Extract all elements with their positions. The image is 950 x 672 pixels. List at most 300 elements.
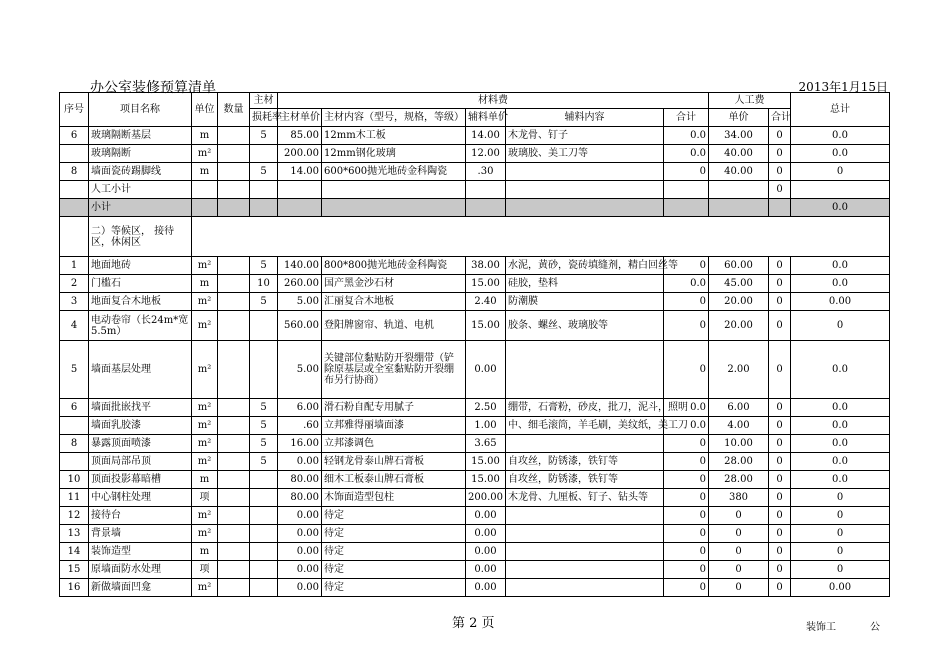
table-row (60, 275, 890, 293)
cell-sub (664, 181, 709, 199)
cell-ls: 0 (769, 145, 791, 163)
cell-ap: 14.00 (466, 127, 506, 145)
table-row (60, 435, 890, 453)
cell-unit: m (192, 127, 218, 145)
cell-mc: 12mm钢化玻璃 (322, 145, 466, 163)
cell-mc: 登阳牌窗帘、轨道、电机 (322, 311, 466, 341)
table-row (60, 257, 890, 275)
cell-loss (250, 181, 278, 199)
cell-lp: 380 (709, 489, 769, 507)
cell-seq: 1 (60, 257, 89, 275)
cell-ls: 0 (769, 489, 791, 507)
cell-ap: 0.00 (466, 543, 506, 561)
cell-unit: 项 (192, 489, 218, 507)
cell-mc: 12mm木工板 (322, 127, 466, 145)
table-row (60, 145, 890, 163)
cell-ap: 3.65 (466, 435, 506, 453)
section-label: 二）等候区， 接待区，休闲区 (89, 217, 192, 257)
cell-mp: 200.00 (278, 145, 322, 163)
cell-loss (250, 561, 278, 579)
cell-mc: 600*600抛光地砖金科陶瓷 (322, 163, 466, 181)
cell-sub: 0 (664, 311, 709, 341)
cell-seq: 3 (60, 293, 89, 311)
cell-ap: 38.00 (466, 257, 506, 275)
cell-ac (506, 525, 664, 543)
cell-loss (250, 543, 278, 561)
cell-ls: 0 (769, 471, 791, 489)
cell-ap: 0.00 (466, 579, 506, 597)
cell-mp: 80.00 (278, 471, 322, 489)
cell-ap: 0.00 (466, 341, 506, 399)
cell-unit: m (192, 543, 218, 561)
cell-qty (218, 525, 250, 543)
cell-tot (791, 181, 890, 199)
cell-qty (218, 181, 250, 199)
cell-ap (466, 181, 506, 199)
cell-unit: m² (192, 341, 218, 399)
table-row (60, 543, 890, 561)
cell-name: 中心钢柱处理 (89, 489, 192, 507)
cell-ac (506, 579, 664, 597)
cell-ap: 0.00 (466, 525, 506, 543)
cell-ac: 木龙骨、九厘板、钉子、钻头等 (506, 489, 664, 507)
cell-seq: 13 (60, 525, 89, 543)
cell-ap: 15.00 (466, 311, 506, 341)
cell-loss: 5 (250, 293, 278, 311)
cell-ac: 自攻丝，防锈漆，铁钉等 (506, 453, 664, 471)
cell-seq: 11 (60, 489, 89, 507)
cell-ap: 0.00 (466, 561, 506, 579)
header-aux-content: 辅料内容 (506, 109, 664, 127)
header-main-price: 主材单价 (278, 109, 322, 127)
cell-loss: 5 (250, 435, 278, 453)
cell-sub: 0.0 (664, 417, 709, 435)
cell-mc: 待定 (322, 561, 466, 579)
cell-tot: 0.0 (791, 257, 890, 275)
cell-sub: 0 (664, 435, 709, 453)
cell-ls: 0 (769, 453, 791, 471)
cell-qty (218, 507, 250, 525)
cell-lp: 45.00 (709, 275, 769, 293)
cell-mp: 85.00 (278, 127, 322, 145)
cell-name: 顶面局部吊顶 (89, 453, 192, 471)
cell-ap: 15.00 (466, 275, 506, 293)
cell-seq: 8 (60, 435, 89, 453)
header-loss-rate: 损耗率 (250, 109, 278, 127)
cell-seq (60, 145, 89, 163)
cell-ac (506, 561, 664, 579)
cell-seq: 6 (60, 127, 89, 145)
header-name: 项目名称 (89, 93, 192, 127)
cell-ac (506, 507, 664, 525)
cell-ls: 0 (769, 399, 791, 417)
cell-qty (218, 341, 250, 399)
cell-unit: m² (192, 525, 218, 543)
cell-mp: 16.00 (278, 435, 322, 453)
cell-unit: m² (192, 399, 218, 417)
cell-tot: 0.0 (791, 275, 890, 293)
cell-tot: 0.0 (791, 399, 890, 417)
cell-mc: 待定 (322, 543, 466, 561)
cell-seq: 10 (60, 471, 89, 489)
cell-name: 新做墙面凹龛 (89, 579, 192, 597)
header-main-material: 主材 (250, 93, 278, 109)
cell-tot: 0 (791, 311, 890, 341)
cell-sub: 0 (664, 579, 709, 597)
cell-mc: 立邦漆调色 (322, 435, 466, 453)
cell-mp: 0.00 (278, 543, 322, 561)
cell-ap: 2.50 (466, 399, 506, 417)
cell-loss: 5 (250, 127, 278, 145)
document-date: 2013年1月15日 (798, 80, 888, 94)
cell-lp: 20.00 (709, 293, 769, 311)
cell-loss (250, 471, 278, 489)
cell-name: 地面复合木地板 (89, 293, 192, 311)
cell-ls: 0 (769, 311, 791, 341)
header-unit: 单位 (192, 93, 218, 127)
cell-sub: 0.0 (664, 275, 709, 293)
cell-name: 门槛石 (89, 275, 192, 293)
cell-qty (218, 163, 250, 181)
cell-sub: 0.0 (664, 127, 709, 145)
cell-tot: 0.0 (791, 417, 890, 435)
cell-qty (218, 399, 250, 417)
cell-sub: 0 (664, 471, 709, 489)
cell-sub: 0 (664, 257, 709, 275)
cell-lp: 40.00 (709, 163, 769, 181)
cell-ac: 绷带，石膏粉，砂皮，批刀，泥斗，照明 (506, 399, 664, 417)
cell-mp: 140.00 (278, 257, 322, 275)
cell-ls: 0 (769, 293, 791, 311)
cell-mc: 立邦雅得丽墙面漆 (322, 417, 466, 435)
cell-unit: m² (192, 453, 218, 471)
cell-mc: 待定 (322, 525, 466, 543)
cell-tot: 0.00 (791, 293, 890, 311)
cell-qty (218, 543, 250, 561)
cell-tot: 0 (791, 543, 890, 561)
cell-ls: 0 (769, 275, 791, 293)
cell-name: 墙面瓷砖踢脚线 (89, 163, 192, 181)
cell-name: 背景墙 (89, 525, 192, 543)
cell-lp: 40.00 (709, 145, 769, 163)
cell-mp: 5.00 (278, 293, 322, 311)
cell-unit: m² (192, 293, 218, 311)
cell-mc: 木饰面造型包柱 (322, 489, 466, 507)
cell-loss: 5 (250, 257, 278, 275)
cell-qty (218, 145, 250, 163)
cell-mp: 0.00 (278, 561, 322, 579)
cell-mp: 0.00 (278, 525, 322, 543)
company-name: 装饰工 (806, 622, 836, 633)
cell-name: 墙面乳胶漆 (89, 417, 192, 435)
table-row (60, 525, 890, 543)
cell-ac (506, 163, 664, 181)
cell-mp (278, 181, 322, 199)
cell-tot: 0.0 (791, 127, 890, 145)
cell-ac (506, 543, 664, 561)
cell-loss: 5 (250, 417, 278, 435)
cell-loss: 5 (250, 163, 278, 181)
table-row (60, 163, 890, 181)
cell-lp: 28.00 (709, 471, 769, 489)
cell-ac: 玻璃胶、美工刀等 (506, 145, 664, 163)
cell-ac (506, 341, 664, 399)
cell-ls: 0 (769, 181, 791, 199)
cell-qty (218, 275, 250, 293)
cell-qty (218, 417, 250, 435)
cell-lp: 0 (709, 525, 769, 543)
cell-ls: 0 (769, 257, 791, 275)
table-row (60, 341, 890, 399)
cell-ls: 0 (769, 579, 791, 597)
cell-seq (60, 417, 89, 435)
cell-ls: 0 (769, 525, 791, 543)
header-subtotal: 合计 (664, 109, 709, 127)
cell-mc (322, 181, 466, 199)
cell-mc: 汇丽复合木地板 (322, 293, 466, 311)
cell-ac: 硅胶，垫料 (506, 275, 664, 293)
cell-seq: 16 (60, 579, 89, 597)
table-row (60, 453, 890, 471)
cell-unit: m (192, 471, 218, 489)
cell-name: 接待台 (89, 507, 192, 525)
cell-lp: 20.00 (709, 311, 769, 341)
cell-mc: 滑石粉自配专用腻子 (322, 399, 466, 417)
cell-name: 顶面投影幕暗槽 (89, 471, 192, 489)
cell-seq: 2 (60, 275, 89, 293)
cell-sub: 0.0 (664, 399, 709, 417)
cell-mc: 细木工板泰山牌石膏板 (322, 471, 466, 489)
cell-qty (218, 579, 250, 597)
cell-sub: 0 (664, 163, 709, 181)
cell-mc: 待定 (322, 579, 466, 597)
table-row (60, 127, 890, 145)
cell-ls: 0 (769, 417, 791, 435)
cell-lp: 6.00 (709, 399, 769, 417)
cell-ap: 12.00 (466, 145, 506, 163)
cell-mp: 0.00 (278, 453, 322, 471)
cell-sub: 0 (664, 453, 709, 471)
cell-sub: 0 (664, 543, 709, 561)
cell-qty (218, 293, 250, 311)
cell-unit: m² (192, 507, 218, 525)
cell-loss (250, 579, 278, 597)
cell-qty (218, 561, 250, 579)
cell-tot: 0.0 (791, 471, 890, 489)
table-row (60, 579, 890, 597)
cell-qty (218, 257, 250, 275)
cell-lp: 0 (709, 561, 769, 579)
cell-seq (60, 453, 89, 471)
cell-loss: 5 (250, 453, 278, 471)
cell-unit: m² (192, 435, 218, 453)
document-title: 办公室装修预算清单 (90, 80, 216, 96)
cell-loss: 5 (250, 399, 278, 417)
cell-sub: 0 (664, 507, 709, 525)
cell-ac: 防潮膜 (506, 293, 664, 311)
cell-name: 原墙面防水处理 (89, 561, 192, 579)
cell-qty (218, 435, 250, 453)
cell-tot: 0.0 (791, 453, 890, 471)
cell-seq: 12 (60, 507, 89, 525)
cell-name: 地面地砖 (89, 257, 192, 275)
cell-lp: 28.00 (709, 453, 769, 471)
cell-unit: m² (192, 257, 218, 275)
cell-mp: 260.00 (278, 275, 322, 293)
cell-ls: 0 (769, 127, 791, 145)
cell-mp: 14.00 (278, 163, 322, 181)
cell-loss (250, 507, 278, 525)
table-row (60, 471, 890, 489)
cell-lp: 0 (709, 579, 769, 597)
cell-tot: 0 (791, 163, 890, 181)
cell-qty (218, 489, 250, 507)
cell-loss (250, 145, 278, 163)
cell-ac: 胶条、螺丝、玻璃胶等 (506, 311, 664, 341)
cell-ac: 自攻丝，防锈漆，铁钉等 (506, 471, 664, 489)
cell-lp: 34.00 (709, 127, 769, 145)
cell-ac (506, 435, 664, 453)
header-labor-price: 单价 (709, 109, 769, 127)
cell-name: 玻璃隔断基层 (89, 127, 192, 145)
table-row (60, 507, 890, 525)
header-labor-fee: 人工费 (709, 93, 791, 109)
cell-mc: 800*800抛光地砖金科陶瓷 (322, 257, 466, 275)
table-row (60, 293, 890, 311)
cell-ls: 0 (769, 163, 791, 181)
cell-lp: 10.00 (709, 435, 769, 453)
cell-sub: 0 (664, 561, 709, 579)
cell-unit (192, 181, 218, 199)
cell-ls: 0 (769, 435, 791, 453)
cell-name: 人工小计 (89, 181, 192, 199)
cell-seq: 5 (60, 341, 89, 399)
table-row (60, 417, 890, 435)
cell-loss (250, 489, 278, 507)
header-labor-subtotal: 合计 (769, 109, 791, 127)
cell-ls: 0 (769, 341, 791, 399)
cell-ac: 木龙骨、钉子 (506, 127, 664, 145)
cell-mp: 6.00 (278, 399, 322, 417)
cell-ap: 15.00 (466, 453, 506, 471)
cell-ls: 0 (769, 561, 791, 579)
cell-qty (218, 471, 250, 489)
cell-ap: 15.00 (466, 471, 506, 489)
cell-tot: 0 (791, 489, 890, 507)
cell-mc: 轻钢龙骨泰山牌石膏板 (322, 453, 466, 471)
cell-loss (250, 341, 278, 399)
cell-lp: 2.00 (709, 341, 769, 399)
cell-sub: 0 (664, 525, 709, 543)
cell-unit: 项 (192, 561, 218, 579)
cell-seq: 4 (60, 311, 89, 341)
cell-mp: 0.00 (278, 579, 322, 597)
cell-mc: 国产黑金沙石材 (322, 275, 466, 293)
cell-name: 墙面基层处理 (89, 341, 192, 399)
cell-lp: 0 (709, 543, 769, 561)
cell-lp: 0 (709, 507, 769, 525)
cell-name: 暴露顶面喷漆 (89, 435, 192, 453)
table-row (60, 399, 890, 417)
cell-sub: 0 (664, 293, 709, 311)
cell-ac (506, 181, 664, 199)
subtotal-total: 0.0 (791, 199, 890, 217)
page-number: 第 2 页 (452, 616, 495, 631)
budget-table (59, 92, 890, 597)
cell-unit: m (192, 275, 218, 293)
table-row (60, 489, 890, 507)
table-row (60, 181, 890, 199)
cell-unit: m² (192, 311, 218, 341)
cell-ac: 水泥，黄砂，瓷砖填缝剂，精白回丝等 (506, 257, 664, 275)
cell-qty (218, 453, 250, 471)
cell-tot: 0 (791, 525, 890, 543)
cell-seq: 14 (60, 543, 89, 561)
header-qty: 数量 (218, 93, 250, 127)
section-row (60, 217, 890, 257)
cell-ls: 0 (769, 507, 791, 525)
subtotal-label: 小计 (89, 199, 192, 217)
cell-tot: 0.0 (791, 435, 890, 453)
cell-ap: .30 (466, 163, 506, 181)
cell-seq: 6 (60, 399, 89, 417)
cell-mp: 80.00 (278, 489, 322, 507)
cell-name: 玻璃隔断 (89, 145, 192, 163)
cell-lp: 4.00 (709, 417, 769, 435)
cell-mp: .60 (278, 417, 322, 435)
header-total: 总计 (791, 93, 890, 127)
cell-tot: 0 (791, 507, 890, 525)
cell-name: 电动卷帘（长24m*宽5.5m） (89, 311, 192, 341)
cell-sub: 0 (664, 489, 709, 507)
cell-sub: 0 (664, 341, 709, 399)
cell-seq: 15 (60, 561, 89, 579)
cell-loss (250, 311, 278, 341)
cell-loss (250, 525, 278, 543)
cell-name: 装饰造型 (89, 543, 192, 561)
header-material-fee: 材料费 (278, 93, 709, 109)
cell-qty (218, 311, 250, 341)
cell-ac: 中、细毛滚筒，羊毛刷，美纹纸，美工刀 (506, 417, 664, 435)
cell-unit: m² (192, 417, 218, 435)
header-seq: 序号 (60, 93, 89, 127)
cell-unit: m (192, 163, 218, 181)
cell-seq: 8 (60, 163, 89, 181)
cell-ap: 1.00 (466, 417, 506, 435)
table-row (60, 561, 890, 579)
header-aux-price: 辅料单价 (466, 109, 506, 127)
cell-sub: 0.0 (664, 145, 709, 163)
cell-unit: m² (192, 579, 218, 597)
table-row (60, 311, 890, 341)
cell-tot: 0.00 (791, 579, 890, 597)
cell-tot: 0 (791, 561, 890, 579)
cell-tot: 0.0 (791, 145, 890, 163)
cell-mc: 关键部位黏贴防开裂绷带（铲除原基层或全室黏贴防开裂绷布另行协商） (322, 341, 466, 399)
cell-ap: 2.40 (466, 293, 506, 311)
cell-mp: 560.00 (278, 311, 322, 341)
cell-ap: 0.00 (466, 507, 506, 525)
cell-ls: 0 (769, 543, 791, 561)
cell-name: 墙面批嵌找平 (89, 399, 192, 417)
cell-loss: 10 (250, 275, 278, 293)
cell-tot: 0.0 (791, 341, 890, 399)
cell-mp: 0.00 (278, 507, 322, 525)
cell-mc: 待定 (322, 507, 466, 525)
cell-unit: m² (192, 145, 218, 163)
subtotal-row (60, 199, 890, 217)
header-main-content: 主材内容（型号，规格，等级） (322, 109, 466, 127)
